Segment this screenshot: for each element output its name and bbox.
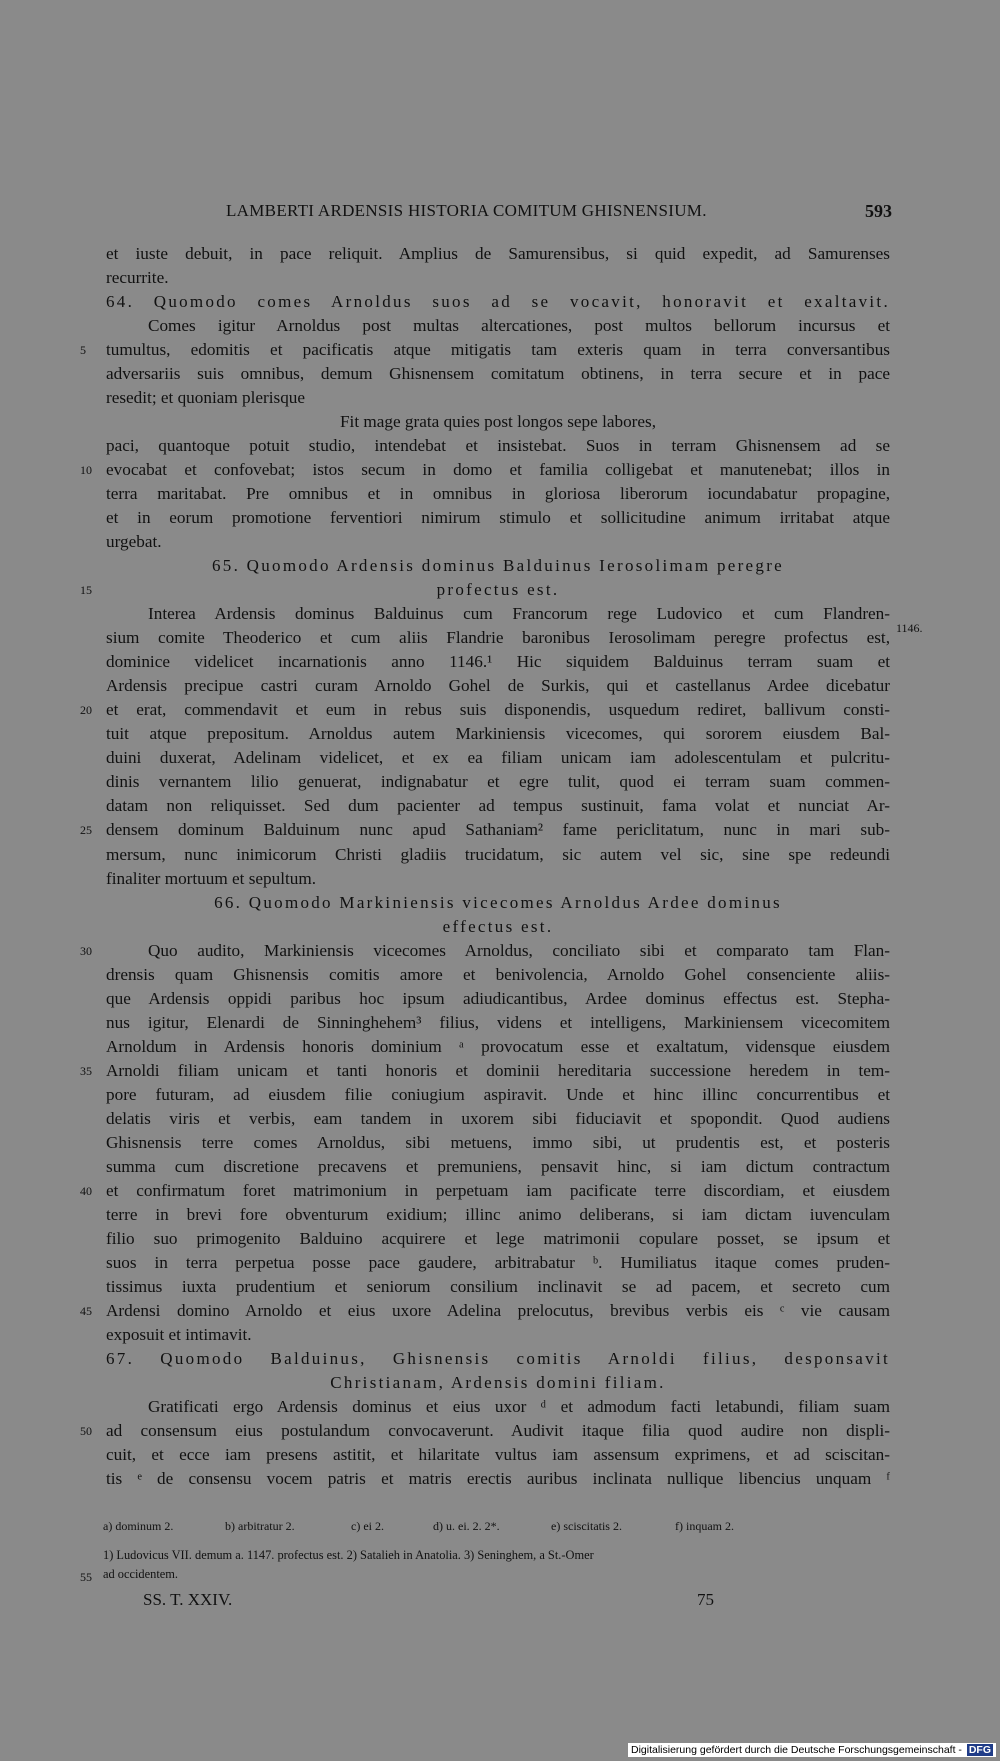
text-line: finaliter mortuum et sepultum.	[106, 869, 317, 888]
text-line: et iuste debuit, in pace reliquit. Amplius de Samurensibus, si quid expedit, ad Samurenses	[106, 244, 890, 263]
text-line: nus igitur, Elenardi de Sinninghehem³ filius, videns et intelligens, Markiniensem vicecomitem	[106, 1013, 890, 1032]
text-line: paci, quantoque potuit studio, intendebat et insistebat. Suos in terram Ghisnensem ad se	[106, 436, 890, 455]
text-line: Interea Ardensis dominus Balduinus cum Francorum rege Ludovico et cum Flandren-	[148, 604, 890, 623]
variant-note: b) arbitratur 2.	[225, 1519, 295, 1533]
variant-note: d) u. ei. 2. 2*.	[433, 1519, 500, 1533]
text-line: dominice videlicet incarnationis anno 1146.¹ Hic siquidem Balduinus terram suam et	[106, 652, 890, 671]
text-line: Quo audito, Markiniensis vicecomes Arnoldus, conciliato sibi et comparato tam Flan-	[148, 941, 890, 960]
text-line: Ardensis precipue castri curam Arnoldo Gohel de Surkis, qui et castellanus Ardee dicebatur	[106, 676, 890, 695]
text-line: tuit atque prepositum. Arnoldus autem Markiniensis vicecomes, qui sororem eiusdem Bal-	[106, 724, 890, 743]
text-line: Arnoldum in Ardensis honoris dominium ᵃ provocatum esse et exaltatum, vidensque eiusdem	[106, 1037, 890, 1056]
credit-text: Digitalisierung gefördert durch die Deutsche Forschungsgemeinschaft -	[630, 1744, 962, 1756]
sheet-number: 75	[697, 1590, 714, 1609]
footnote-line-2: ad occidentem.	[103, 1567, 178, 1581]
text-line: 67. Quomodo Balduinus, Ghisnensis comitis Arnoldi filius, desponsavit	[106, 1349, 890, 1368]
text-line: tis ᵉ de consensu vocem patris et matris erectis auribus inclinata nullique libencius unquam ᶠ	[106, 1469, 890, 1488]
footnote-line-1: 1) Ludovicus VII. demum a. 1147. profectus est. 2) Satalieh in Anatolia. 3) Seninghem, a St.-Omer	[103, 1548, 594, 1562]
line-number: 45	[80, 1304, 92, 1318]
text-line: et in eorum promotione ferventiori nimirum stimulo et sollicitudine animum irritabat atque	[106, 508, 890, 527]
text-line: mersum, nunc inimicorum Christi gladiis trucidatum, sic autem vel sic, sine spe redeundi	[106, 845, 890, 864]
text-line: terra maritabat. Pre omnibus et in omnibus in gloriosa liberorum iocundabatur propagine,	[106, 484, 890, 503]
text-line: adversariis suis omnibus, demum Ghisnensem comitatum obtinens, in terra secure et in pace	[106, 364, 890, 383]
text-line: Comes igitur Arnoldus post multas altercationes, post multos bellorum incursus et	[148, 316, 890, 335]
text-line: datam non reliquisset. Sed dum pacienter ad tempus sustinuit, fama volat et nunciat Ar-	[106, 796, 890, 815]
text-line: profectus est.	[436, 580, 560, 599]
line-number: 25	[80, 823, 92, 837]
volume-signature: SS. T. XXIV.	[143, 1590, 233, 1609]
text-line: recurrite.	[106, 268, 169, 287]
text-line: urgebat.	[106, 532, 162, 551]
running-header	[226, 201, 892, 227]
text-line: evocabat et confovebat; istos secum in domo et familia colligebat et manutenebat; illos in	[106, 460, 890, 479]
line-number: 10	[80, 463, 92, 477]
text-line: tissimus iuxta prudentium et seniorum consilium inclinavit se ad pacem, et secreto cum	[106, 1277, 890, 1296]
text-line: exposuit et intimavit.	[106, 1325, 252, 1344]
line-number: 30	[80, 944, 92, 958]
text-line: 64. Quomodo comes Arnoldus suos ad se vocavit, honoravit et exaltavit.	[106, 292, 890, 311]
text-line: Ardensi domino Arnoldo et eius uxore Adelina prelocutus, brevibus verbis eis ᶜ vie causam	[106, 1301, 890, 1320]
text-line: delatis viris et verbis, eam tandem in uxorem sibi fiduciavit et spopondit. Quod audiens	[106, 1109, 890, 1128]
variant-note: c) ei 2.	[351, 1519, 384, 1533]
text-line: cuit, et ecce iam presens astitit, et hilaritate vultus iam assensum exprimens, et ad sciscitan-	[106, 1445, 890, 1464]
text-line: effectus est.	[442, 917, 554, 936]
text-line: et erat, commendavit et eum in rebus suis disponendis, usquedum rediret, ballivum consti-	[106, 700, 890, 719]
variant-note: f) inquam 2.	[675, 1519, 734, 1533]
text-line: et confirmatum foret matrimonium in perpetuam iam pacificate terre discordiam, et eiusdem	[106, 1181, 890, 1200]
line-number: 50	[80, 1424, 92, 1438]
text-line: ad consensum eius postulandum convocaverunt. Audivit itaque filia quod audire non displi-	[106, 1421, 890, 1440]
text-line: sium comite Theoderico et cum aliis Flandrie baronibus Ierosolimam peregre profectus est,	[106, 628, 890, 647]
line-number: 40	[80, 1184, 92, 1198]
dfg-logo: DFG	[968, 1744, 991, 1756]
line-number: 35	[80, 1064, 92, 1078]
text-line: 66. Quomodo Markiniensis vicecomes Arnoldus Ardee dominus	[214, 893, 782, 912]
header-title: LAMBERTI ARDENSIS HISTORIA COMITUM GHISNENSIUM.	[226, 201, 707, 220]
text-line: Ghisnensis terre comes Arnoldus, sibi metuens, immo sibi, ut prudentis est, et posteris	[106, 1133, 890, 1152]
line-number: 20	[80, 703, 92, 717]
text-line: Gratificati ergo Ardensis dominus et eius uxor ᵈ et admodum facti letabundi, filiam suam	[148, 1397, 890, 1416]
text-line: tumultus, edomitis et pacificatis atque mitigatis tam exteris quam in terra conversantibus	[106, 340, 890, 359]
variant-note: a) dominum 2.	[103, 1519, 174, 1533]
variant-note: e) sciscitatis 2.	[551, 1519, 622, 1533]
text-line: terre in brevi fore obventurum exidium; illinc animo deliberans, si iam dictam iuvenculam	[106, 1205, 890, 1224]
text-line: drensis quam Ghisnensis comitis amore et benivolencia, Arnoldo Gohel consenciente aliis-	[106, 965, 890, 984]
margin-year: 1146.	[896, 621, 923, 635]
text-line: densem dominum Balduinum nunc apud Sathaniam² fame periclitatum, nunc in mari sub-	[106, 820, 890, 839]
text-line: summa cum discretione precavens et premuniens, pensavit hinc, si iam dictum contractum	[106, 1157, 890, 1176]
dfg-credit	[628, 1743, 996, 1757]
text-line: duini duxerat, Adelinam videlicet, et ex ea filiam unicam iam adolescentulam et pulcritu-	[106, 748, 890, 767]
text-line: Fit mage grata quies post longos sepe labores,	[340, 412, 656, 431]
text-line: Christianam, Ardensis domini filiam.	[330, 1373, 666, 1392]
text-line: pore futuram, ad eiusdem filie coniugium aspiravit. Unde et hinc illinc concurrentibus et	[106, 1085, 890, 1104]
line-number: 55	[80, 1570, 92, 1584]
line-number: 15	[80, 583, 92, 597]
text-line: suos in terra perpetua posse pace gaudere, arbitrabatur ᵇ. Humiliatus itaque comes pruden-	[106, 1253, 890, 1272]
text-line: filio suo primogenito Balduino acquirere et lege matrimonii copulare posset, se ipsum et	[106, 1229, 890, 1248]
text-line: dinis vernantem lilio genuerat, indignabatur et egre tulit, quod ei terram suam commen-	[106, 772, 890, 791]
text-line: que Ardensis oppidi paribus hoc ipsum adiudicantibus, Ardee dominus effectus est. Stepha-	[106, 989, 890, 1008]
text-line: resedit; et quoniam plerisque	[106, 388, 306, 407]
line-number: 5	[80, 343, 86, 357]
page-number: 593	[865, 201, 892, 221]
text-line: Arnoldi filiam unicam et tanti honoris et dominii hereditaria successione heredem in tem-	[106, 1061, 890, 1080]
text-line: 65. Quomodo Ardensis dominus Balduinus Ierosolimam peregre	[211, 556, 785, 575]
